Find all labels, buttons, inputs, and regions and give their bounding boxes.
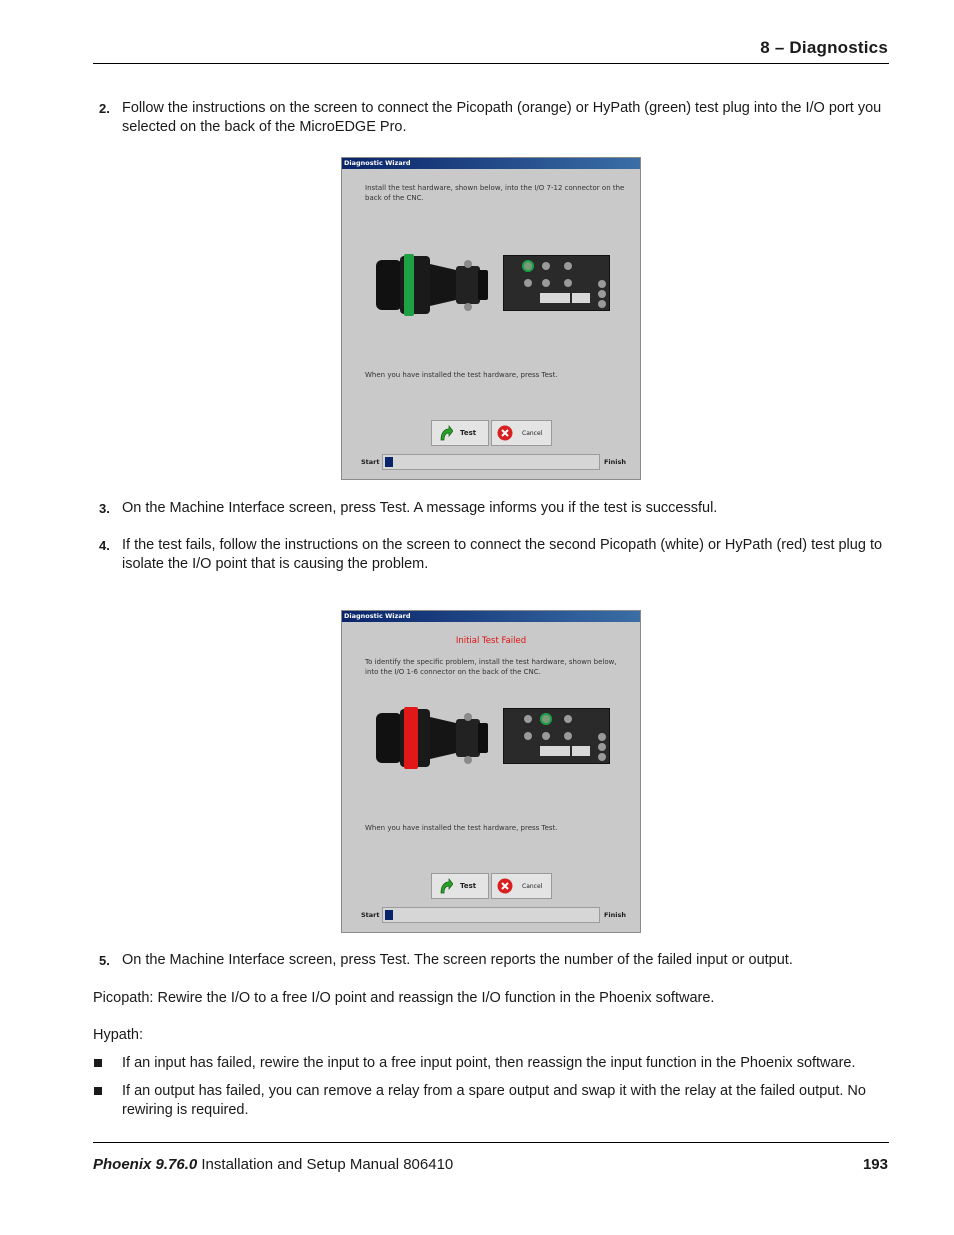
product-name: Phoenix 9.76.0 xyxy=(93,1156,198,1173)
progress-finish-label: Finish xyxy=(603,911,626,919)
wizard-instruction: To identify the specific problem, install the test hardware, shown below, into the I/O 1-6 connector on the back of the CNC. xyxy=(365,658,617,676)
io-connector-panel-image xyxy=(503,255,610,311)
part-number: 806410 xyxy=(403,1156,454,1173)
step-2 xyxy=(99,99,889,137)
wizard-title: Diagnostic Wizard xyxy=(342,158,640,169)
cancel-button[interactable] xyxy=(491,420,552,446)
bullet-text: If an output has failed, you can remove a relay from a spare output and swap it with the relay at the failed output. No rewiring is required. xyxy=(122,1083,866,1118)
bullet-square-icon xyxy=(94,1087,102,1095)
section-title: 8 – Diagnostics xyxy=(760,38,888,57)
cancel-button[interactable] xyxy=(491,873,552,899)
green-arrow-icon xyxy=(437,425,453,441)
hypath-label: Hypath: xyxy=(93,1027,143,1043)
header-rule xyxy=(93,63,889,64)
step-text: Follow the instructions on the screen to connect the Picopath (orange) or HyPath (green) test plug into the I/O port you selected on the back of the MicroEDGE Pro. xyxy=(122,100,882,135)
progress-bar xyxy=(382,454,600,470)
hypath-green-test-plug-image xyxy=(374,250,492,320)
footer-manual-info xyxy=(93,1156,453,1173)
red-x-icon xyxy=(497,425,513,441)
manual-title: Installation and Setup Manual xyxy=(201,1156,400,1173)
test-button[interactable] xyxy=(431,420,489,446)
picopath-paragraph: Picopath: Rewire the I/O to a free I/O point and reassign the I/O function in the Phoenix software. xyxy=(93,990,715,1006)
red-x-icon xyxy=(497,878,513,894)
progress-start-label: Start xyxy=(361,911,380,919)
step-text: If the test fails, follow the instructions on the screen to connect the second Picopath (white) or HyPath (red) test plug to isolate the I/O point that is causing the problem. xyxy=(122,537,883,572)
progress-fill xyxy=(385,457,393,467)
step-number: 5. xyxy=(99,953,110,968)
page-number: 193 xyxy=(862,1156,888,1173)
diagnostic-wizard-screenshot-1 xyxy=(341,157,641,480)
test-button-label: Test xyxy=(460,882,477,890)
step-3 xyxy=(99,499,889,518)
bullet-square-icon xyxy=(94,1059,102,1067)
plug-ring xyxy=(404,707,418,769)
test-button-label: Test xyxy=(460,429,477,437)
bullet-item xyxy=(93,1082,889,1120)
step-4 xyxy=(99,536,889,574)
hypath-red-test-plug-image xyxy=(374,703,492,773)
diagnostic-wizard-screenshot-2 xyxy=(341,610,641,933)
test-failed-message: Initial Test Failed xyxy=(455,636,527,646)
green-arrow-icon xyxy=(437,878,453,894)
step-5 xyxy=(99,951,889,970)
cancel-button-label: Cancel xyxy=(522,430,543,437)
progress-bar xyxy=(382,907,600,923)
wizard-progress xyxy=(342,907,640,923)
step-number: 4. xyxy=(99,538,110,553)
wizard-instruction: Install the test hardware, shown below, into the I/O 7-12 connector on the back of the CNC. xyxy=(365,184,625,202)
wizard-done-text: When you have installed the test hardware, press Test. xyxy=(365,371,558,379)
progress-start-label: Start xyxy=(361,458,380,466)
wizard-title: Diagnostic Wizard xyxy=(342,611,640,622)
bullet-text: If an input has failed, rewire the input to a free input point, then reassign the input function in the Phoenix software. xyxy=(122,1055,856,1071)
cancel-button-label: Cancel xyxy=(522,883,543,890)
step-number: 3. xyxy=(99,501,110,516)
wizard-progress xyxy=(342,454,640,470)
wizard-done-text: When you have installed the test hardware, press Test. xyxy=(365,824,558,832)
io-connector-panel-image xyxy=(503,708,610,764)
progress-finish-label: Finish xyxy=(603,458,626,466)
step-text: On the Machine Interface screen, press Test. The screen reports the number of the failed input or output. xyxy=(122,952,793,968)
progress-fill xyxy=(385,910,393,920)
plug-ring xyxy=(404,254,414,316)
bullet-item xyxy=(93,1054,889,1073)
step-text: On the Machine Interface screen, press Test. A message informs you if the test is successful. xyxy=(122,500,718,516)
test-button[interactable] xyxy=(431,873,489,899)
step-number: 2. xyxy=(99,101,110,116)
footer-rule xyxy=(93,1142,889,1143)
